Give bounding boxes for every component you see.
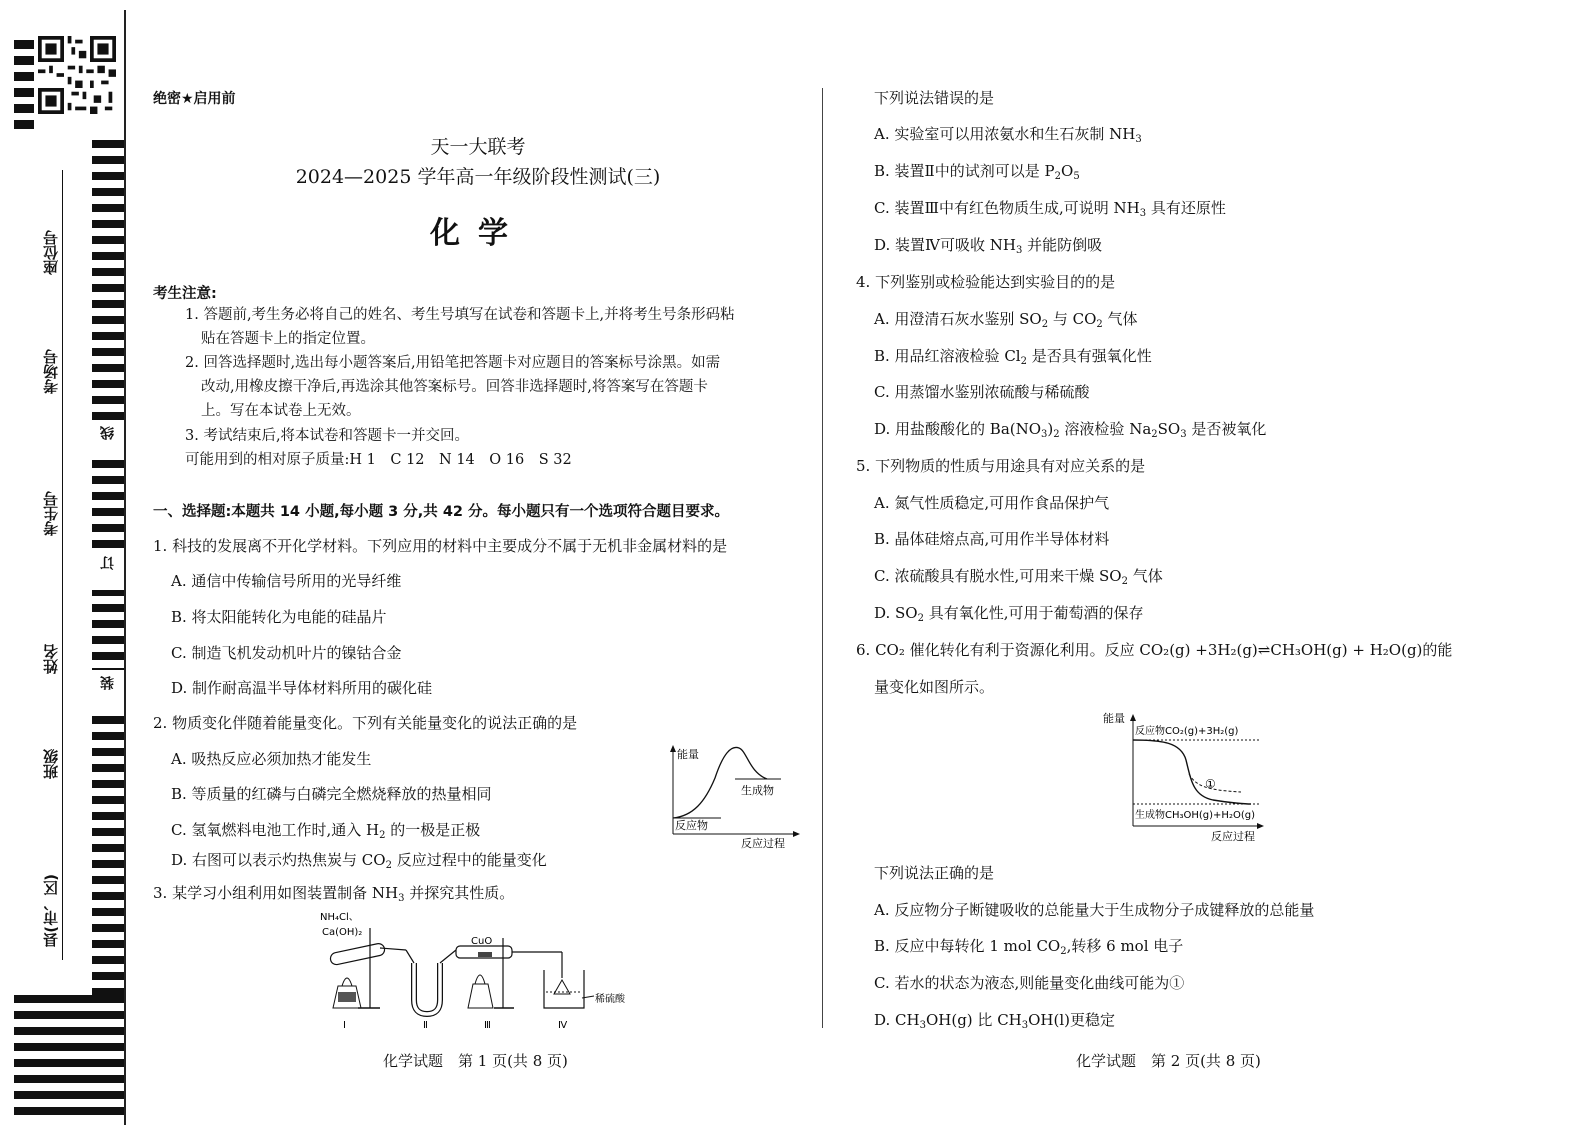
notice-3: 3. 考试结束后,将本试卷和答题卡一并交回。 <box>185 428 470 444</box>
section-1-heading: 一、选择题:本题共 14 小题,每小题 3 分,共 42 分。每小题只有一个选项符合题目要求。 <box>153 504 730 520</box>
column-divider <box>822 88 823 1028</box>
q3-fig-reagent1: NH₄Cl、 <box>320 912 359 923</box>
q3-apparatus-diagram <box>318 908 648 1033</box>
q6-option-b: B. 反应中每转化 1 mol $CO_2$,转移 6 mol 电子 <box>874 937 1184 957</box>
atomic-masses: 可能用到的相对原子质量:H 1 C 12 N 14 O 16 S 32 <box>185 452 572 468</box>
spine-fill-line <box>62 170 63 960</box>
q1-option-c: C. 制造飞机发动机叶片的镍钴合金 <box>171 644 402 662</box>
q3-option-b: B. 装置Ⅱ中的试剂可以是 $P_2O_5$ <box>874 162 1080 182</box>
q2-fig-reactant: 反应物 <box>675 819 708 832</box>
q2-fig-product: 生成物 <box>741 784 774 797</box>
q2-option-b: B. 等质量的红磷与白磷完全燃烧释放的热量相同 <box>171 785 492 803</box>
q2-fig-xlabel: 反应过程 <box>741 837 785 850</box>
q3-fig-acid: 稀硫酸 <box>595 994 625 1005</box>
notice-heading: 考生注意: <box>153 286 217 302</box>
q3-option-c: C. 装置Ⅲ中有红色物质生成,可说明 $NH_3$ 具有还原性 <box>874 199 1226 219</box>
exam-room-label: 考场号 <box>40 345 61 398</box>
notice-1a: 1. 答题前,考生务必将自己的姓名、考生号填写在试卷和答题卡上,并将考生号条形码粘 <box>185 307 735 323</box>
page-2-footer: 化学试题 第 2 页(共 8 页) <box>1076 1052 1261 1070</box>
q6-option-c: C. 若水的状态为液态,则能量变化曲线可能为① <box>874 974 1185 992</box>
q4-option-d: D. 用盐酸酸化的 $Ba(NO_3)_2$ 溶液检验 $Na_2SO_3$ 是否被氧化 <box>874 420 1267 440</box>
q4-stem: 4. 下列鉴别或检验能达到实验目的的是 <box>856 273 1116 291</box>
county-label: 县(市、区) <box>40 870 61 952</box>
q1-option-d: D. 制作耐高温半导体材料所用的碳化硅 <box>171 679 433 697</box>
q6-question-prompt: 下列说法正确的是 <box>874 864 995 882</box>
confidential-mark: 绝密★启用前 <box>153 91 236 107</box>
q3-fig-label-4: Ⅳ <box>558 1020 568 1031</box>
class-label: 班级 <box>40 745 61 783</box>
notice-1b: 贴在答题卡上的指定位置。 <box>201 331 375 347</box>
q6-fig-ylabel: 能量 <box>1103 712 1125 725</box>
barcode-stripes-top <box>14 40 34 145</box>
q5-stem: 5. 下列物质的性质与用途具有对应关系的是 <box>856 457 1146 475</box>
q3-option-a: A. 实验室可以用浓氨水和生石灰制 $NH_3$ <box>874 125 1142 145</box>
seat-number-label: 座位号 <box>40 226 61 279</box>
q6-option-d: D. $CH_3OH(g)$ 比 $CH_3OH(l)$更稳定 <box>874 1011 1116 1031</box>
q1-option-a: A. 通信中传输信号所用的光导纤维 <box>171 572 402 590</box>
q3-stem: 3. 某学习小组利用如图装置制备 $NH_3$ 并探究其性质。 <box>153 884 515 904</box>
q5-option-b: B. 晶体硅熔点高,可用作半导体材料 <box>874 530 1110 548</box>
q5-option-c: C. 浓硫酸具有脱水性,可用来干燥 $SO_2$ 气体 <box>874 567 1163 587</box>
page-1-footer: 化学试题 第 1 页(共 8 页) <box>383 1052 568 1070</box>
q2-stem: 2. 物质变化伴随着能量变化。下列有关能量变化的说法正确的是 <box>153 714 578 732</box>
barcode-stripes-bottom <box>14 995 124 1123</box>
q6-fig-product: 生成物CH₃OH(g)+H₂O(g) <box>1135 810 1255 821</box>
q3-option-d: D. 装置Ⅳ可吸收 $NH_3$ 并能防倒吸 <box>874 236 1103 256</box>
q6-energy-diagram <box>1101 708 1271 848</box>
q6-stem-line2: 量变化如图所示。 <box>874 678 995 696</box>
q4-option-c: C. 用蒸馏水鉴别浓硫酸与稀硫酸 <box>874 383 1090 401</box>
q3-question-prompt: 下列说法错误的是 <box>874 89 995 107</box>
q4-option-b: B. 用品红溶液检验 $Cl_2$ 是否具有强氧化性 <box>874 347 1152 367</box>
q3-fig-cuo: CuO <box>471 936 493 947</box>
cut-mark-staple: 订 <box>100 556 116 570</box>
spine-border <box>124 10 126 1125</box>
q5-option-d: D. $SO_2$ 具有氧化性,可用于葡萄酒的保存 <box>874 604 1144 624</box>
exam-title: 2024—2025 学年高一年级阶段性测试(三) <box>295 166 661 188</box>
notice-2b: 改动,用橡皮擦干净后,再选涂其他答案标号。回答非选择题时,将答案写在答题卡 <box>201 379 708 395</box>
organizer: 天一大联考 <box>430 136 526 158</box>
cut-mark-bind: 装 <box>100 676 116 690</box>
notice-2c: 上。写在本试卷上无效。 <box>201 403 361 419</box>
q2-option-a: A. 吸热反应必须加热才能发生 <box>171 750 372 768</box>
qr-code-icon <box>38 36 116 114</box>
cut-mark-line: 线 <box>100 426 116 440</box>
student-number-label: 考生号 <box>40 487 61 540</box>
q1-stem: 1. 科技的发展离不开化学材料。下列应用的材料中主要成分不属于无机非金属材料的是 <box>153 537 728 555</box>
q3-fig-reagent2: Ca(OH)₂ <box>322 927 363 938</box>
q3-fig-label-3: Ⅲ <box>484 1020 491 1031</box>
notice-2a: 2. 回答选择题时,选出每小题答案后,用铅笔把答题卡对应题目的答案标号涂黑。如需 <box>185 355 721 371</box>
subject-title: 化学 <box>430 216 526 251</box>
q6-option-a: A. 反应物分子断键吸收的总能量大于生成物分子成键释放的总能量 <box>874 901 1315 919</box>
q2-option-d: D. 右图可以表示灼热焦炭与 $CO_2$ 反应过程中的能量变化 <box>171 851 547 871</box>
q6-fig-reactant: 反应物CO₂(g)+3H₂(g) <box>1135 726 1239 737</box>
name-label: 姓名 <box>40 640 61 678</box>
q6-fig-curve-mark: ① <box>1205 777 1216 791</box>
q2-option-c: C. 氢氧燃料电池工作时,通入 $H_2$ 的一极是正极 <box>171 821 481 841</box>
binding-stripes <box>92 140 124 998</box>
q1-option-b: B. 将太阳能转化为电能的硅晶片 <box>171 608 387 626</box>
q5-option-a: A. 氮气性质稳定,可用作食品保护气 <box>874 494 1110 512</box>
q2-energy-diagram <box>663 742 803 850</box>
q6-stem-line1: 6. CO₂ 催化转化有利于资源化利用。反应 CO₂(g) +3H₂(g)⇌CH₃OH(g) + H₂O(g)的能 <box>856 641 1453 659</box>
q6-fig-xlabel: 反应过程 <box>1211 830 1255 843</box>
q4-option-a: A. 用澄清石灰水鉴别 $SO_2$ 与 $CO_2$ 气体 <box>874 310 1138 330</box>
q3-fig-label-2: Ⅱ <box>423 1020 428 1031</box>
q2-fig-ylabel: 能量 <box>677 748 699 761</box>
q3-fig-label-1: Ⅰ <box>343 1020 346 1031</box>
